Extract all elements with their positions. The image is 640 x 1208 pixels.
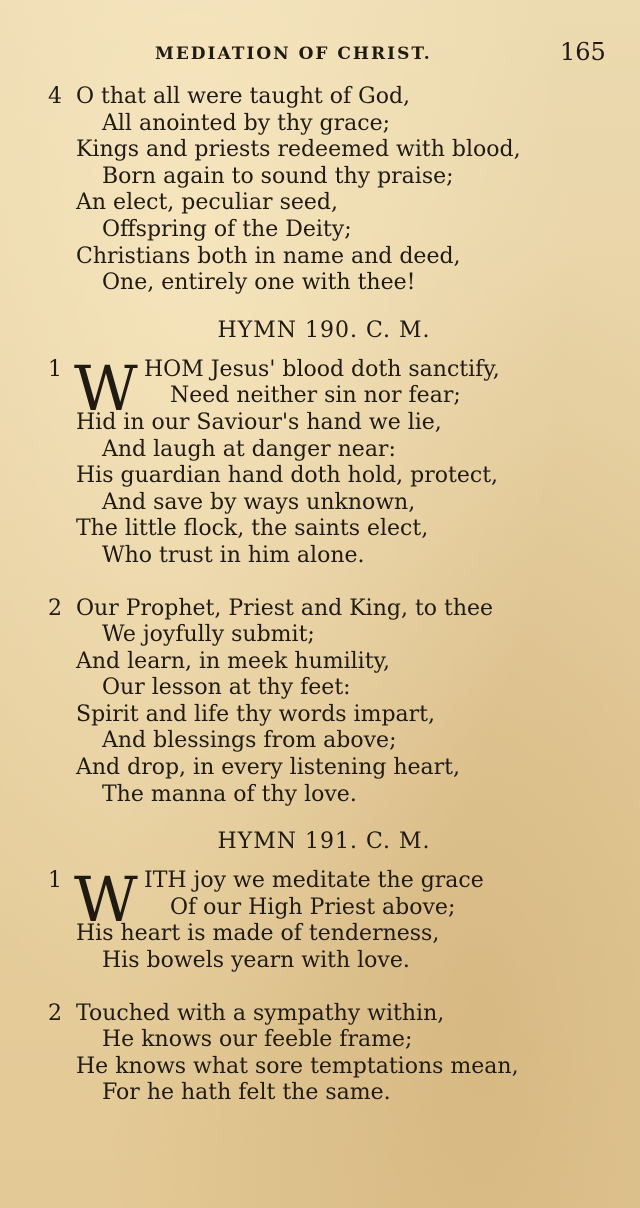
verse-line: HOM Jesus' blood doth sanctify, <box>144 356 500 382</box>
verse-line: An elect, peculiar seed, <box>76 190 338 216</box>
verse-line: For he hath felt the same. <box>102 1080 391 1106</box>
stanza-number: 2 <box>48 595 62 621</box>
hymn-191-title: HYMN 191. C. M. <box>217 829 431 855</box>
verse-line: O that all were taught of God, <box>76 84 411 109</box>
page-body <box>0 84 640 1107</box>
verse-line: We joyfully submit; <box>102 622 315 648</box>
running-head <box>0 38 640 72</box>
running-head-title: MEDIATION OF CHRIST. <box>155 44 432 64</box>
stanza-number: 1 <box>48 356 62 382</box>
verse-line: Kings and priests redeemed with blood, <box>76 137 521 163</box>
verse-line: Our Prophet, Priest and King, to thee <box>76 595 494 621</box>
verse-line: His bowels yearn with love. <box>102 948 410 974</box>
verse-line: And blessings from above; <box>102 728 397 754</box>
verse-line: ITH joy we meditate the grace <box>144 868 484 894</box>
stanza-number: 1 <box>48 868 62 894</box>
verse-line: And drop, in every listening heart, <box>76 755 460 781</box>
verse-line: His guardian hand doth hold, protect, <box>76 463 499 489</box>
hymn-190-stanza-1 <box>0 351 640 570</box>
verse-line: Born again to sound thy praise; <box>102 163 454 189</box>
verse-line: Touched with a sympathy within, <box>76 1000 445 1026</box>
verse-line: Need neither sin nor fear; <box>170 383 461 409</box>
hymn-190-stanza-2 <box>0 596 640 809</box>
verse-line: Who trust in him alone. <box>102 542 365 568</box>
stanza-number: 4 <box>48 84 62 109</box>
verse-line: The little flock, the saints elect, <box>76 516 429 542</box>
verse-line: Offspring of the Deity; <box>102 216 352 242</box>
verse-line: And save by ways unknown, <box>102 489 416 515</box>
verse-line: Spirit and life thy words impart, <box>76 701 436 727</box>
stanza-4 <box>0 84 640 297</box>
verse-line: All anointed by thy grace; <box>102 110 391 136</box>
hymn-190-title: HYMN 190. C. M. <box>217 317 431 343</box>
verse-line: The manna of thy love. <box>102 781 357 807</box>
verse-line: Our lesson at thy feet: <box>102 675 351 701</box>
verse-line: Of our High Priest above; <box>170 894 456 920</box>
verse-line: He knows our feeble frame; <box>102 1027 413 1053</box>
verse-line: And laugh at danger near: <box>102 436 396 462</box>
verse-line: Hid in our Saviour's hand we lie, <box>76 409 442 435</box>
verse-line: He knows what sore temptations mean, <box>76 1053 519 1079</box>
hymn-191-stanza-1 <box>0 863 640 974</box>
verse-line: One, entirely one with thee! <box>102 270 416 296</box>
hymn-191-stanza-2 <box>0 1001 640 1107</box>
verse-line: His heart is made of tenderness, <box>76 921 440 947</box>
page-number: 165 <box>560 38 606 66</box>
verse-line: And learn, in meek humility, <box>76 648 391 674</box>
drop-cap: W <box>74 863 138 937</box>
verse-line: Christians both in name and deed, <box>76 243 461 269</box>
drop-cap: W <box>74 351 138 425</box>
stanza-number: 2 <box>48 1000 62 1026</box>
